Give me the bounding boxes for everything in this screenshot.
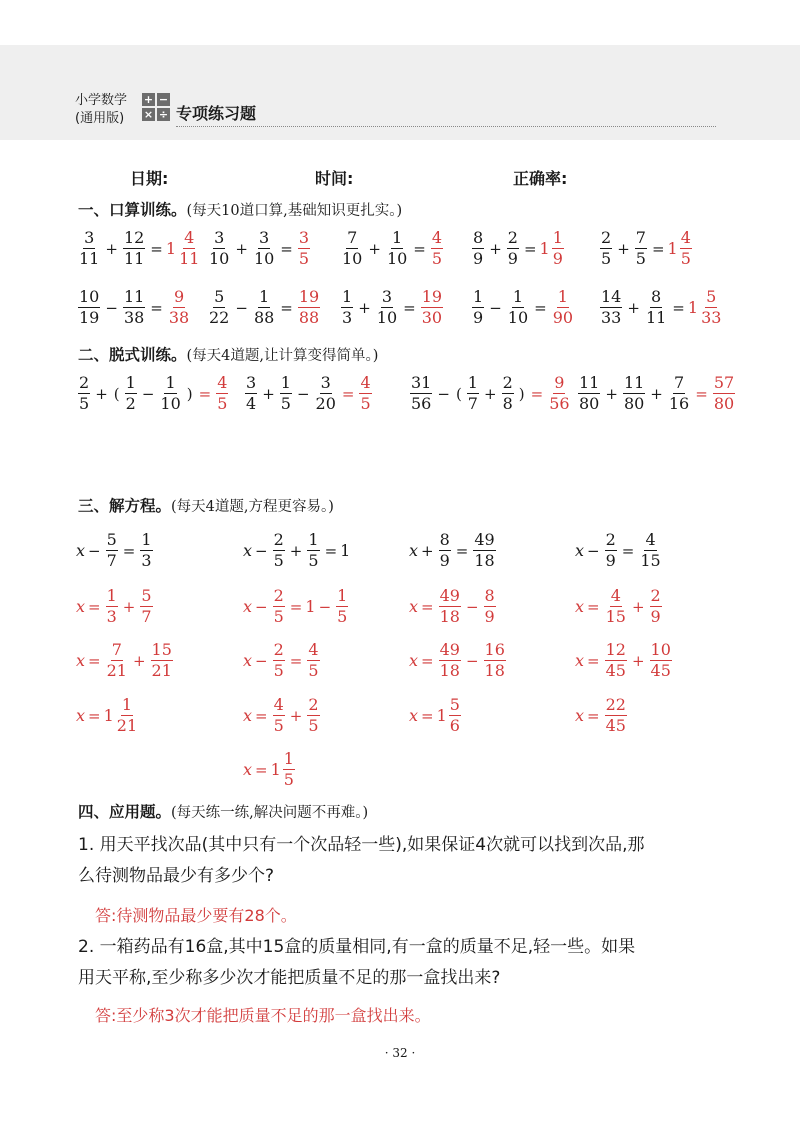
oral-problem-9: $\frac{1}{9}$ − $\frac{1}{10}$ = $\frac{1}{90}$: [473, 287, 574, 327]
step-problem-4: $\frac{11}{80}$ + $\frac{11}{80}$ + $\frac{7}{16}$ = $\frac{57}{80}$: [579, 373, 735, 413]
solution-2-result: x = 1 $\frac{1}{5}$: [243, 749, 294, 789]
oral-answer-4: $\frac{1}{9}$: [552, 228, 563, 268]
equation-2: x − $\frac{2}{5}$ + $\frac{1}{5}$ = 1: [243, 530, 351, 570]
solution-1-result: x = 1 $\frac{1}{21}$: [76, 695, 138, 735]
step-answer-1: $\frac{4}{5}$: [217, 373, 228, 413]
oral-answer-5: $\frac{4}{5}$: [680, 228, 691, 268]
step-problem-2: $\frac{3}{4}$ + $\frac{1}{5}$ − $\frac{3}{20}$ = $\frac{4}{5}$: [246, 373, 371, 413]
oral-problem-6: $\frac{10}{19}$ − $\frac{11}{38}$ = $\frac{9}{38}$: [79, 287, 190, 327]
problem-2-line-1: 2. 一箱药品有16盒,其中15盒的质量相同,有一盒的质量不足,轻一些。如果: [78, 937, 636, 957]
problem-2-answer: 答:至少称3次才能把质量不足的那一盒找出来。: [95, 1006, 431, 1025]
solution-3-step-2: x = $\frac{49}{18}$ − $\frac{16}{18}$: [409, 640, 505, 680]
oral-answer-2: $\frac{3}{5}$: [298, 228, 310, 268]
oral-problem-4: $\frac{8}{9}$ + $\frac{2}{9}$ = 1 $\frac{1}{9}$: [473, 228, 563, 268]
section-application-title: 四、应用题。(每天练一练,解决问题不再难。): [78, 803, 369, 821]
oral-problem-8: $\frac{1}{3}$ + $\frac{3}{10}$ = $\frac{19}{30}$: [342, 287, 443, 327]
oral-answer-8: $\frac{19}{30}$: [421, 287, 443, 327]
minus-icon: −: [158, 93, 169, 106]
brand-line-2: (通用版): [75, 111, 125, 126]
oral-answer-10: $\frac{5}{33}$: [701, 287, 722, 327]
solution-2-step-3: x = $\frac{4}{5}$ + $\frac{2}{5}$: [243, 695, 319, 735]
section-step-title: 二、脱式训练。(每天4道题,让计算变得简单。): [78, 346, 379, 364]
step-answer-3: $\frac{9}{56}$: [549, 373, 570, 413]
step-answer-4: $\frac{57}{80}$: [713, 373, 735, 413]
oral-answer-9: $\frac{1}{90}$: [552, 287, 574, 327]
section-oral-title: 一、口算训练。(每天10道口算,基础知识更扎实。): [78, 201, 403, 219]
solution-2-step-2: x − $\frac{2}{5}$ = $\frac{4}{5}$: [243, 640, 319, 680]
equation-4: x − $\frac{2}{9}$ = $\frac{4}{15}$: [575, 530, 661, 570]
equation-3: x + $\frac{8}{9}$ = $\frac{49}{18}$: [409, 530, 495, 570]
accuracy-label: 正确率:: [513, 169, 568, 188]
oral-answer-7: $\frac{19}{88}$: [298, 287, 320, 327]
solution-2-step-1: x − $\frac{2}{5}$ = 1 − $\frac{1}{5}$: [243, 586, 348, 626]
solution-4-result: x = $\frac{22}{45}$: [575, 695, 626, 735]
solution-3-step-1: x = $\frac{49}{18}$ − $\frac{8}{9}$: [409, 586, 495, 626]
equation-1: x − $\frac{5}{7}$ = $\frac{1}{3}$: [76, 530, 152, 570]
oral-problem-5: $\frac{2}{5}$ + $\frac{7}{5}$ = 1 $\frac{4}{5}$: [601, 228, 691, 268]
step-problem-1: $\frac{2}{5}$ + ( $\frac{1}{2}$ − $\frac{1}{10}$ ) = $\frac{4}{5}$: [79, 373, 228, 413]
plus-icon: +: [143, 93, 154, 106]
oral-problem-1: $\frac{3}{11}$ + $\frac{12}{11}$ = 1 $\frac{4}{11}$: [79, 228, 200, 268]
solution-3-result: x = 1 $\frac{5}{6}$: [409, 695, 460, 735]
problem-1-line-2: 么待测物品最少有多少个?: [78, 866, 275, 886]
problem-2-line-2: 用天平称,至少称多少次才能把质量不足的那一盒找出来?: [78, 968, 501, 988]
brand-line-1: 小学数学: [75, 93, 128, 108]
divide-icon: ÷: [158, 108, 169, 121]
problem-1-line-1: 1. 用天平找次品(其中只有一个次品轻一些),如果保证4次就可以找到次品,那: [78, 835, 645, 855]
solution-4-step-1: x = $\frac{4}{15}$ + $\frac{2}{9}$: [575, 586, 661, 626]
series-brand: [75, 92, 127, 128]
header-divider: [176, 126, 716, 127]
solution-1-step-1: x = $\frac{1}{3}$ + $\frac{5}{7}$: [76, 586, 152, 626]
solution-4-step-2: x = $\frac{12}{45}$ + $\frac{10}{45}$: [575, 640, 671, 680]
oral-problem-7: $\frac{5}{22}$ − $\frac{1}{88}$ = $\frac{19}{88}$: [209, 287, 320, 327]
problem-1-answer: 答:待测物品最少要有28个。: [95, 906, 297, 925]
oral-problem-10: $\frac{14}{33}$ + $\frac{8}{11}$ = 1 $\frac{5}{33}$: [601, 287, 722, 327]
step-answer-2: $\frac{4}{5}$: [360, 373, 371, 413]
solution-1-step-2: x = $\frac{7}{21}$ + $\frac{15}{21}$: [76, 640, 172, 680]
page-number: · 32 ·: [384, 1046, 416, 1060]
problem-2: [78, 932, 738, 994]
oral-answer-6: $\frac{9}{38}$: [168, 287, 190, 327]
oral-problem-3: $\frac{7}{10}$ + $\frac{1}{10}$ = $\frac{4}{5}$: [342, 228, 443, 268]
oral-problem-2: $\frac{3}{10}$ + $\frac{3}{10}$ = $\frac{3}{5}$: [209, 228, 310, 268]
step-problem-3: $\frac{31}{56}$ − ( $\frac{1}{7}$ + $\frac{2}{8}$ ) = $\frac{9}{56}$: [411, 373, 570, 413]
section-equation-title: 三、解方程。(每天4道题,方程更容易。): [78, 497, 334, 515]
oral-answer-3: $\frac{4}{5}$: [431, 228, 443, 268]
problem-1: [78, 830, 738, 892]
date-label: 日期:: [130, 169, 169, 188]
time-label: 时间:: [315, 169, 354, 188]
series-title: 专项练习题: [176, 104, 257, 123]
oral-answer-1: $\frac{4}{11}$: [179, 228, 200, 268]
times-icon: ×: [143, 108, 154, 121]
operator-icons: [142, 93, 170, 121]
